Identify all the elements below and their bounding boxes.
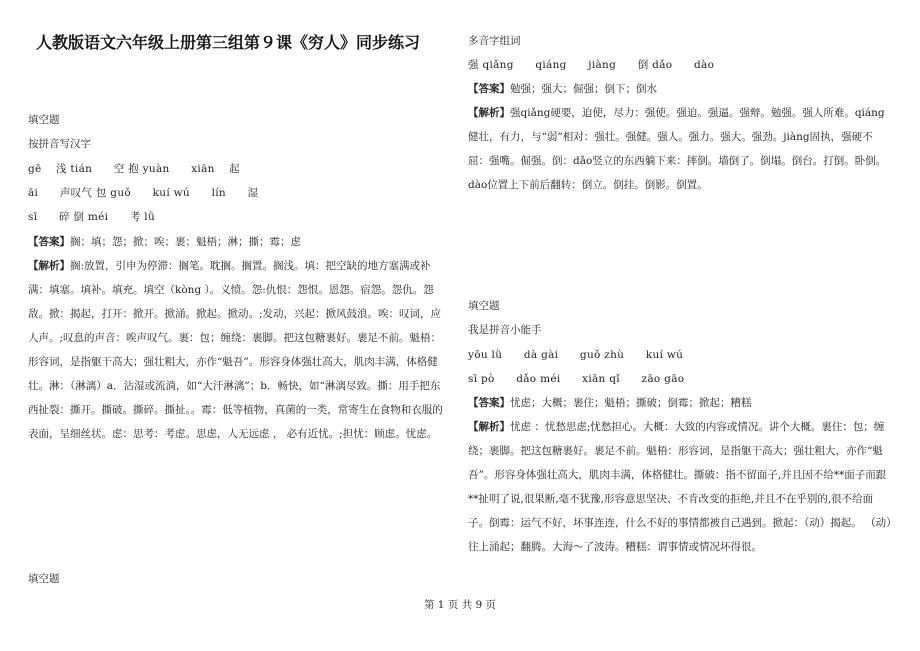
analysis-paragraph-1 bbox=[28, 254, 446, 446]
analysis-label: 【解析】 bbox=[468, 107, 510, 119]
answer-line-3 bbox=[468, 397, 752, 409]
analysis-paragraph-3 bbox=[468, 415, 892, 559]
section-heading-1: 填空题 bbox=[28, 114, 60, 126]
answer-label: 【答案】 bbox=[468, 83, 510, 95]
answer-line-1 bbox=[28, 236, 301, 248]
answer-label: 【答案】 bbox=[468, 397, 510, 409]
section-instruction-3: 我是拼音小能手 bbox=[468, 324, 542, 336]
pinyin-row-2: āi 声叹气 包 guǒ kuí wú lín 湿 bbox=[28, 187, 259, 199]
page-footer: 第 1 页 共 9 页 bbox=[423, 599, 497, 611]
polyphone-heading: 多音字组词 bbox=[468, 35, 521, 47]
answer-text: 搁；填；怨；掀；唉；裹；魁梧；淋；撕；霉；虑 bbox=[70, 236, 301, 248]
analysis-paragraph-2 bbox=[468, 101, 892, 197]
polyphone-row: 强 qiǎng qiáng jiàng 倒 dǎo dào bbox=[468, 59, 715, 71]
section-heading-3: 填空题 bbox=[468, 300, 500, 312]
answer-line-2 bbox=[468, 83, 657, 95]
pinyin-row-3: sī 碎 倒 méi 考 lǜ bbox=[28, 211, 156, 223]
analysis-text: 强qiǎng硬要，迫使，尽力：强使。强迫。强逼。强辩。勉强。强人所难。qiáng健壮，有力，与“弱”相对：强壮。强健。强人。强力。强大。强劲。jiàng固执，强硬不屈：强嘴。倔强。倒：dǎo竖立的东西躺下来：摔倒。墙倒了。倒塌。倒台。打倒。卧倒。dào位置上下前后翻转：倒立。倒挂。倒影。倒置。 bbox=[468, 107, 887, 191]
pinyin-row-4: yōu lǜ dà gài guǒ zhù kuí wú bbox=[468, 349, 684, 361]
section-instruction-1: 按拼音写汉字 bbox=[28, 138, 91, 150]
answer-text: 勉强；强大；倔强；倒下；倒水 bbox=[510, 83, 657, 95]
analysis-text: 忧虑 ：忧愁思虑;忧愁担心。大概：大致的内容或情况。讲个大概。裹住：包；缠绕；裹脚。把这包糖裹好。裹足不前。魁梧：形容词，是指躯干高大；强壮粗大，亦作“魁吾”。形容身体强壮高大，肌肉丰满，体格健壮。撕破：指不留面子,并且因不给**面子而跟**扯明了说,很果断,毫不犹豫,形容意思坚决、不肯改变的拒绝,并且不在乎别的,很不给面子。倒霉：运气不好，坏事连连，什么不好的事情都被自己遇到。掀起：（动）揭起。 （动）往上涌起；翻腾。大海～了波涛。糟糕：谓事情或情况坏得很。 bbox=[468, 421, 892, 553]
answer-text: 忧虑；大概；裹住；魁梧；撕破；倒霉；掀起；糟糕 bbox=[510, 397, 752, 409]
analysis-text: 搁:放置，引申为停滞：搁笔。耽搁。搁置。搁浅。填：把空缺的地方塞满或补满：填塞。填补。填充。填空（kòng ）。义愤。怨:仇恨：怨恨。恩怨。宿怨。怨仇。怨敌。掀：揭起，打开：掀开。掀涌。掀起。掀动。;发动，兴起：掀风鼓浪。唉：叹词，应人声。;叹息的声音：唉声叹气。裹：包；缠绕：裹脚。把这包糖裹好。裹足不前。魁梧：形容词，是指躯干高大；强壮粗大，亦作“魁吾”。形容身体强壮高大，肌肉丰满，体格健壮。淋：（淋漓）a．沾湿或流淌，如“大汗淋漓”；b．畅快，如“淋漓尽致。撕：用手把东西扯裂：撕开。撕破。撕碎。撕扯。。霉：低等植物，真菌的一类，常寄生在食物和衣服的表面，呈细丝状。虑：思考：考虑。思虑，人无远虑 ， 必有近忧。;担忧：顾虑。忧虑。 bbox=[28, 260, 443, 440]
pinyin-row-1: gē 浅 tián 空 抱 yuàn xiān 起 bbox=[28, 163, 240, 175]
analysis-label: 【解析】 bbox=[28, 260, 70, 272]
answer-label: 【答案】 bbox=[28, 236, 70, 248]
section-heading-2: 填空题 bbox=[28, 573, 60, 585]
analysis-label: 【解析】 bbox=[468, 421, 510, 433]
pinyin-row-5: sī pò dǎo méi xiān qǐ zāo gāo bbox=[468, 373, 685, 385]
page-title: 人教版语文六年级上册第三组第９课《穷人》同步练习 bbox=[36, 33, 421, 52]
